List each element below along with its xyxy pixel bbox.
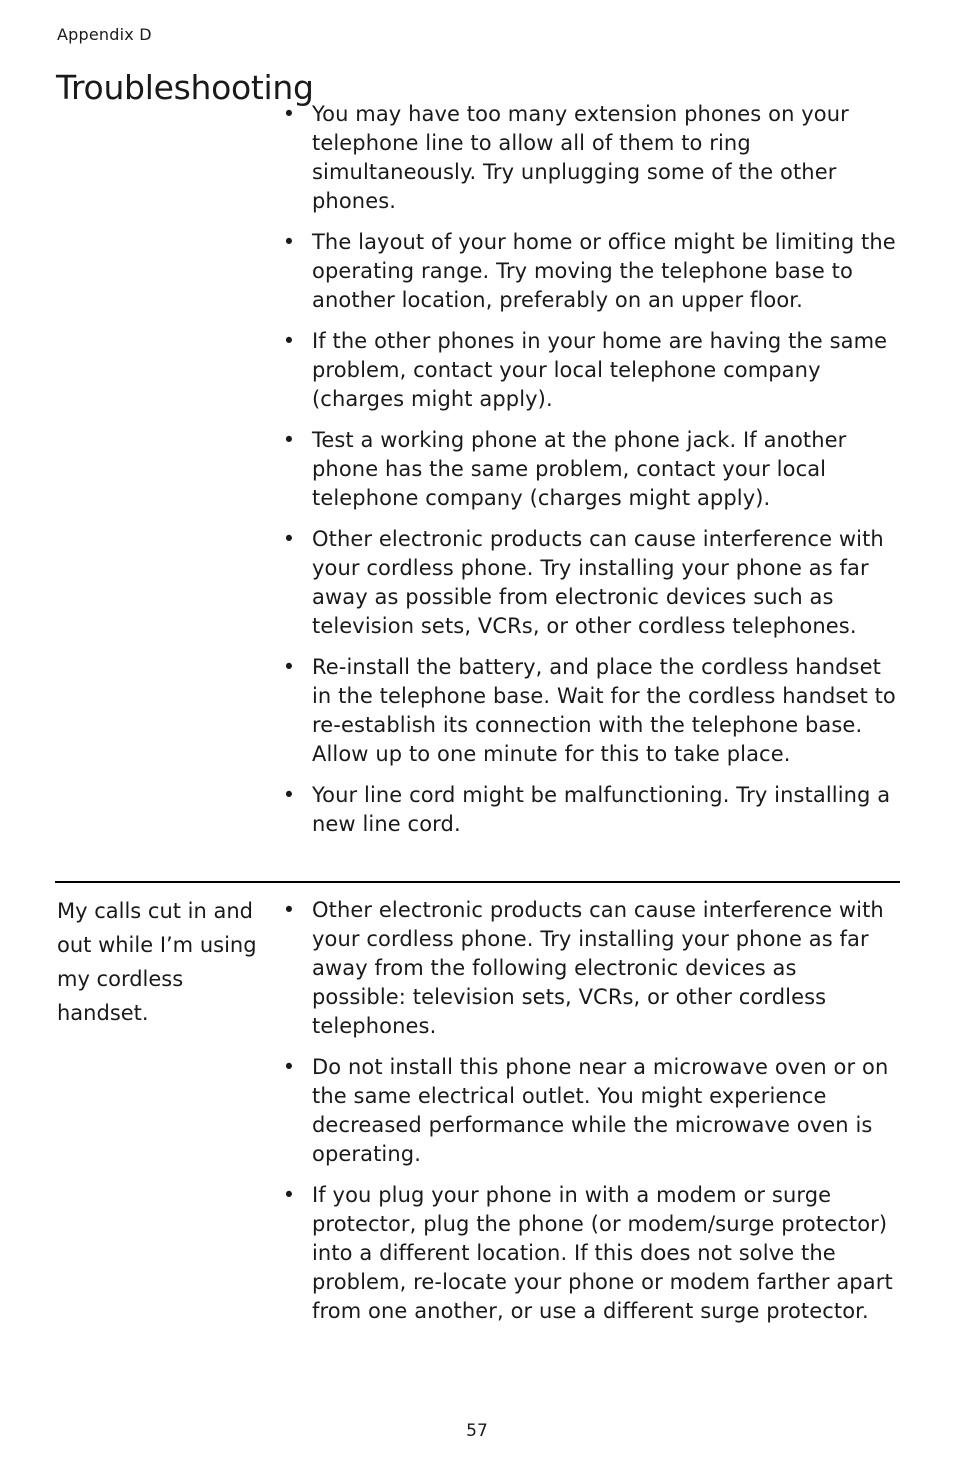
list-item-text: Other electronic products can cause interference with your cordless phone. Try installing your phone as far away as possible from electronic devices such as television sets, VCRs, or other cordless telephones. — [312, 527, 884, 638]
list-item — [282, 100, 897, 216]
list-item-text: Test a working phone at the phone jack. If another phone has the same problem, contact your local telephone company (charges might apply). — [312, 428, 847, 510]
list-item — [282, 1053, 897, 1169]
bullet-icon: • — [282, 329, 296, 353]
bullet-icon: • — [282, 102, 296, 126]
list-item-text: Re-install the battery, and place the cordless handset in the telephone base. Wait for the cordless handset to re-establish its connection with the telephone base. Allow up to one minute for this to take place. — [312, 655, 896, 766]
bullet-icon: • — [282, 527, 296, 551]
list-item-text: The layout of your home or office might be limiting the operating range. Try moving the telephone base to another location, preferably on an upper floor. — [312, 230, 896, 312]
bullet-icon: • — [282, 1183, 296, 1207]
bullet-icon: • — [282, 655, 296, 679]
problem-description: My calls cut in and out while I’m using my cordless handset. — [57, 899, 257, 1025]
list-item-text: Other electronic products can cause interference with your cordless phone. Try installing your phone as far away from the following electronic devices as possible: television sets, VCRs, or other cordless telephones. — [312, 898, 884, 1038]
list-item — [282, 896, 897, 1041]
list-item-text: Your line cord might be malfunctioning. Try installing a new line cord. — [312, 783, 891, 836]
bottom-solution-list — [282, 896, 897, 1338]
top-solution-list — [282, 100, 897, 851]
list-item — [282, 653, 897, 769]
list-item — [282, 327, 897, 414]
page-title: Troubleshooting — [56, 68, 314, 108]
list-item — [282, 228, 897, 315]
list-item-text: You may have too many extension phones on your telephone line to allow all of them to ring simultaneously. Try unplugging some of the other phones. — [312, 102, 849, 213]
list-item — [282, 781, 897, 839]
list-item-text: Do not install this phone near a microwave oven or on the same electrical outlet. You might experience decreased performance while the microwave oven is operating. — [312, 1055, 889, 1166]
bullet-icon: • — [282, 783, 296, 807]
list-item — [282, 426, 897, 513]
list-item — [282, 1181, 897, 1326]
list-item — [282, 525, 897, 641]
list-item-text: If you plug your phone in with a modem or surge protector, plug the phone (or modem/surge protector) into a different location. If this does not solve the problem, re-locate your phone or modem farther apart from one another, or use a different surge protector. — [312, 1183, 893, 1323]
bullet-icon: • — [282, 1055, 296, 1079]
bullet-icon: • — [282, 898, 296, 922]
bullet-icon: • — [282, 230, 296, 254]
section-divider — [55, 881, 900, 883]
page-number: 57 — [466, 1421, 488, 1441]
appendix-label: Appendix D — [57, 25, 152, 44]
list-item-text: If the other phones in your home are having the same problem, contact your local telephone company (charges might apply). — [312, 329, 888, 411]
bullet-icon: • — [282, 428, 296, 452]
